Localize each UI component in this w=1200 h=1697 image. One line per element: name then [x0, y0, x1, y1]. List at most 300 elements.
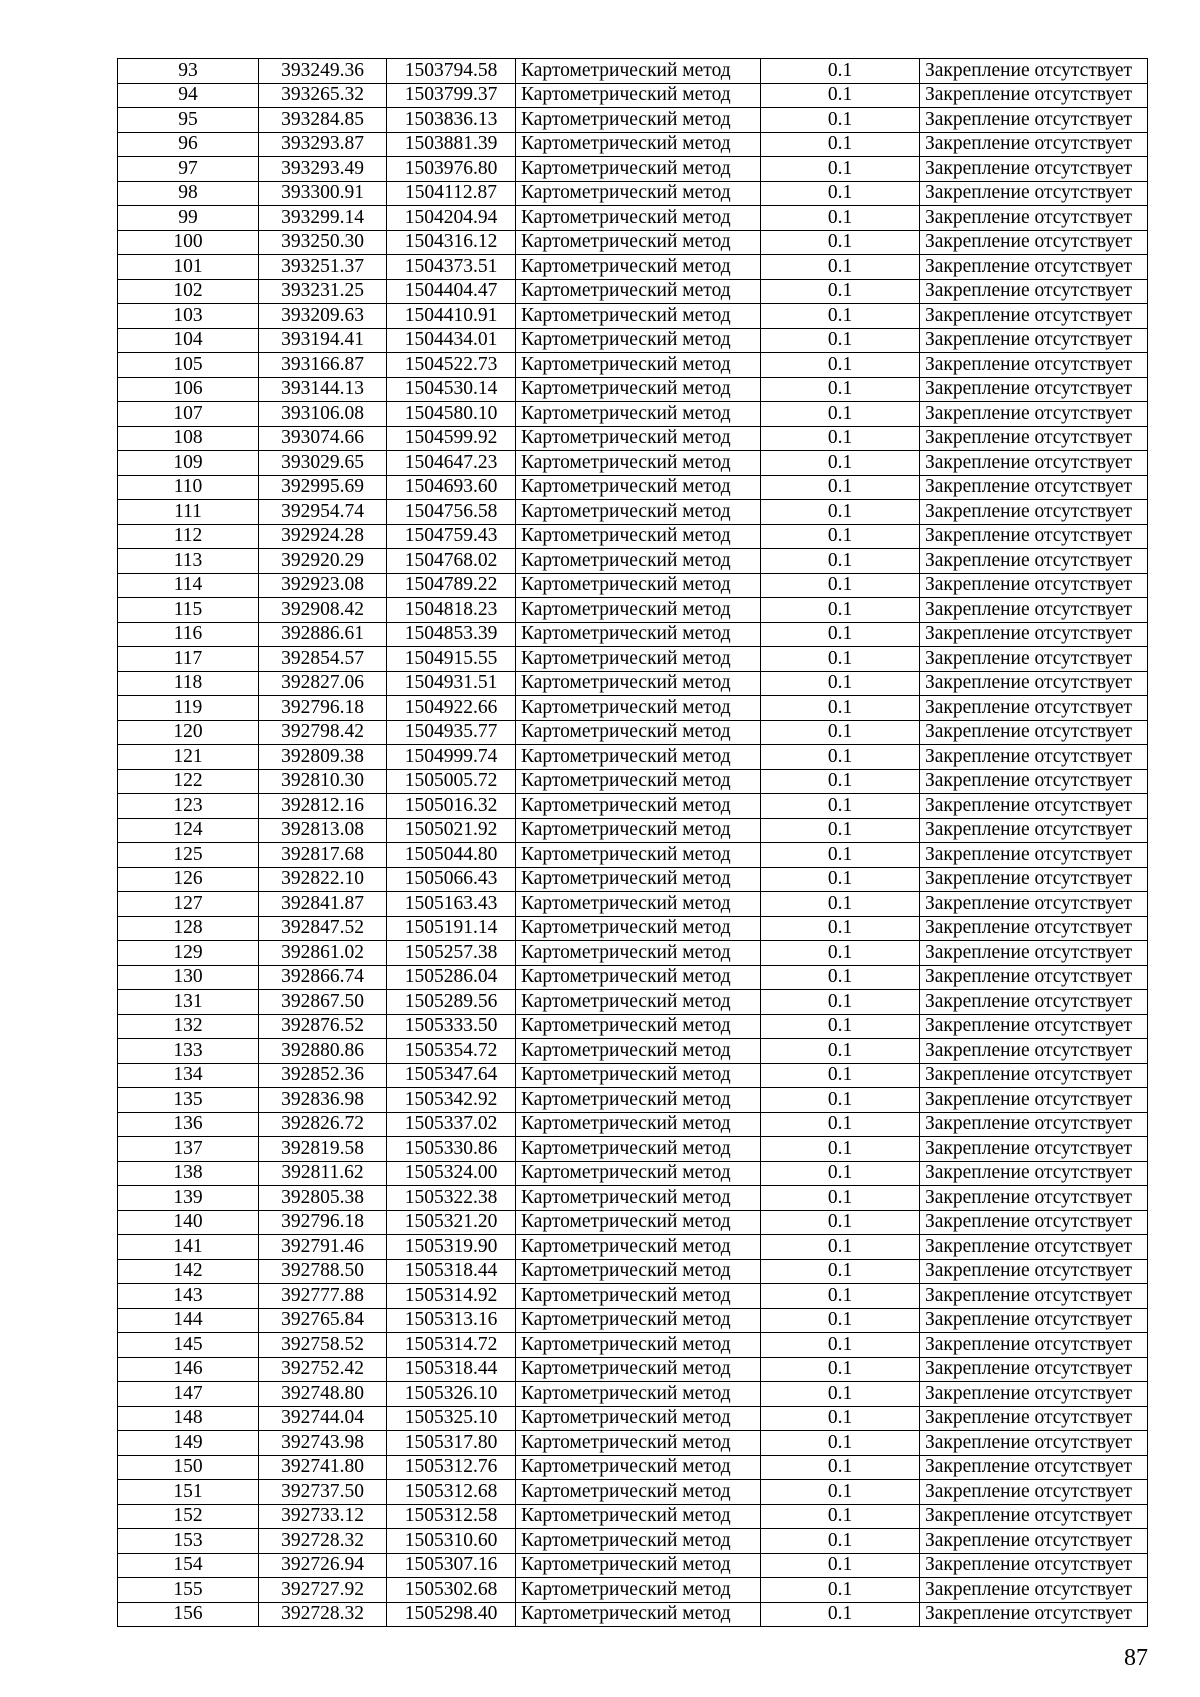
method-cell: Картометрический метод — [516, 402, 761, 427]
fixation-cell: Закрепление отсутствует — [920, 671, 1148, 696]
y-coordinate-cell: 1505021.92 — [387, 818, 516, 843]
y-coordinate-cell: 1505324.00 — [387, 1161, 516, 1186]
fixation-cell: Закрепление отсутствует — [920, 1137, 1148, 1162]
fixation-cell: Закрепление отсутствует — [920, 1480, 1148, 1505]
fixation-cell: Закрепление отсутствует — [920, 1186, 1148, 1211]
point-number-cell: 123 — [118, 794, 259, 819]
point-number-cell: 115 — [118, 598, 259, 623]
x-coordinate-cell: 392791.46 — [259, 1235, 387, 1260]
method-cell: Картометрический метод — [516, 549, 761, 574]
fixation-cell: Закрепление отсутствует — [920, 206, 1148, 231]
accuracy-cell: 0.1 — [761, 230, 920, 255]
accuracy-cell: 0.1 — [761, 1382, 920, 1407]
fixation-cell: Закрепление отсутствует — [920, 647, 1148, 672]
fixation-cell: Закрепление отсутствует — [920, 524, 1148, 549]
accuracy-cell: 0.1 — [761, 990, 920, 1015]
y-coordinate-cell: 1505312.68 — [387, 1480, 516, 1505]
method-cell: Картометрический метод — [516, 867, 761, 892]
fixation-cell: Закрепление отсутствует — [920, 304, 1148, 329]
accuracy-cell: 0.1 — [761, 1357, 920, 1382]
accuracy-cell: 0.1 — [761, 573, 920, 598]
y-coordinate-cell: 1504373.51 — [387, 255, 516, 280]
fixation-cell: Закрепление отсутствует — [920, 867, 1148, 892]
fixation-cell: Закрепление отсутствует — [920, 59, 1148, 84]
accuracy-cell: 0.1 — [761, 426, 920, 451]
x-coordinate-cell: 392817.68 — [259, 843, 387, 868]
table-row — [118, 818, 1148, 843]
x-coordinate-cell: 393106.08 — [259, 402, 387, 427]
accuracy-cell: 0.1 — [761, 206, 920, 231]
accuracy-cell: 0.1 — [761, 916, 920, 941]
x-coordinate-cell: 393250.30 — [259, 230, 387, 255]
point-number-cell: 111 — [118, 500, 259, 525]
accuracy-cell: 0.1 — [761, 549, 920, 574]
x-coordinate-cell: 392758.52 — [259, 1333, 387, 1358]
point-number-cell: 99 — [118, 206, 259, 231]
y-coordinate-cell: 1505318.44 — [387, 1259, 516, 1284]
x-coordinate-cell: 392954.74 — [259, 500, 387, 525]
table-row — [118, 941, 1148, 966]
fixation-cell: Закрепление отсутствует — [920, 353, 1148, 378]
accuracy-cell: 0.1 — [761, 720, 920, 745]
method-cell: Картометрический метод — [516, 157, 761, 182]
x-coordinate-cell: 393293.49 — [259, 157, 387, 182]
table-row — [118, 132, 1148, 157]
y-coordinate-cell: 1505163.43 — [387, 892, 516, 917]
fixation-cell: Закрепление отсутствует — [920, 1284, 1148, 1309]
method-cell: Картометрический метод — [516, 377, 761, 402]
x-coordinate-cell: 392876.52 — [259, 1014, 387, 1039]
method-cell: Картометрический метод — [516, 622, 761, 647]
y-coordinate-cell: 1503799.37 — [387, 83, 516, 108]
method-cell: Картометрический метод — [516, 892, 761, 917]
point-number-cell: 137 — [118, 1137, 259, 1162]
method-cell: Картометрический метод — [516, 1431, 761, 1456]
accuracy-cell: 0.1 — [761, 377, 920, 402]
x-coordinate-cell: 392752.42 — [259, 1357, 387, 1382]
fixation-cell: Закрепление отсутствует — [920, 1014, 1148, 1039]
y-coordinate-cell: 1505325.10 — [387, 1406, 516, 1431]
point-number-cell: 153 — [118, 1529, 259, 1554]
y-coordinate-cell: 1505307.16 — [387, 1553, 516, 1578]
x-coordinate-cell: 393300.91 — [259, 181, 387, 206]
coordinates-table — [117, 58, 1148, 1627]
table-row — [118, 1480, 1148, 1505]
table-row — [118, 108, 1148, 133]
table-row — [118, 843, 1148, 868]
fixation-cell: Закрепление отсутствует — [920, 1578, 1148, 1603]
table-row — [118, 524, 1148, 549]
y-coordinate-cell: 1504434.01 — [387, 328, 516, 353]
table-row — [118, 83, 1148, 108]
y-coordinate-cell: 1505347.64 — [387, 1063, 516, 1088]
fixation-cell: Закрепление отсутствует — [920, 1112, 1148, 1137]
table-row — [118, 402, 1148, 427]
point-number-cell: 126 — [118, 867, 259, 892]
method-cell: Картометрический метод — [516, 1553, 761, 1578]
method-cell: Картометрический метод — [516, 1210, 761, 1235]
x-coordinate-cell: 393231.25 — [259, 279, 387, 304]
fixation-cell: Закрепление отсутствует — [920, 745, 1148, 770]
accuracy-cell: 0.1 — [761, 1235, 920, 1260]
accuracy-cell: 0.1 — [761, 157, 920, 182]
table-row — [118, 794, 1148, 819]
y-coordinate-cell: 1505286.04 — [387, 965, 516, 990]
point-number-cell: 141 — [118, 1235, 259, 1260]
accuracy-cell: 0.1 — [761, 745, 920, 770]
table-row — [118, 1039, 1148, 1064]
x-coordinate-cell: 392813.08 — [259, 818, 387, 843]
point-number-cell: 136 — [118, 1112, 259, 1137]
method-cell: Картометрический метод — [516, 1504, 761, 1529]
point-number-cell: 94 — [118, 83, 259, 108]
method-cell: Картометрический метод — [516, 965, 761, 990]
accuracy-cell: 0.1 — [761, 304, 920, 329]
y-coordinate-cell: 1505044.80 — [387, 843, 516, 868]
accuracy-cell: 0.1 — [761, 1284, 920, 1309]
table-row — [118, 206, 1148, 231]
y-coordinate-cell: 1505326.10 — [387, 1382, 516, 1407]
fixation-cell: Закрепление отсутствует — [920, 573, 1148, 598]
method-cell: Картометрический метод — [516, 1357, 761, 1382]
table-body — [118, 59, 1148, 1627]
fixation-cell: Закрепление отсутствует — [920, 598, 1148, 623]
accuracy-cell: 0.1 — [761, 1480, 920, 1505]
method-cell: Картометрический метод — [516, 647, 761, 672]
y-coordinate-cell: 1504410.91 — [387, 304, 516, 329]
fixation-cell: Закрепление отсутствует — [920, 1431, 1148, 1456]
x-coordinate-cell: 392743.98 — [259, 1431, 387, 1456]
accuracy-cell: 0.1 — [761, 500, 920, 525]
y-coordinate-cell: 1505354.72 — [387, 1039, 516, 1064]
x-coordinate-cell: 392733.12 — [259, 1504, 387, 1529]
table-row — [118, 377, 1148, 402]
method-cell: Картометрический метод — [516, 941, 761, 966]
x-coordinate-cell: 392737.50 — [259, 1480, 387, 1505]
point-number-cell: 148 — [118, 1406, 259, 1431]
x-coordinate-cell: 392726.94 — [259, 1553, 387, 1578]
table-row — [118, 1063, 1148, 1088]
accuracy-cell: 0.1 — [761, 843, 920, 868]
fixation-cell: Закрепление отсутствует — [920, 769, 1148, 794]
x-coordinate-cell: 392861.02 — [259, 941, 387, 966]
y-coordinate-cell: 1504999.74 — [387, 745, 516, 770]
accuracy-cell: 0.1 — [761, 279, 920, 304]
x-coordinate-cell: 392854.57 — [259, 647, 387, 672]
y-coordinate-cell: 1505298.40 — [387, 1602, 516, 1627]
accuracy-cell: 0.1 — [761, 794, 920, 819]
accuracy-cell: 0.1 — [761, 255, 920, 280]
point-number-cell: 129 — [118, 941, 259, 966]
fixation-cell: Закрепление отсутствует — [920, 108, 1148, 133]
point-number-cell: 146 — [118, 1357, 259, 1382]
point-number-cell: 93 — [118, 59, 259, 84]
point-number-cell: 103 — [118, 304, 259, 329]
y-coordinate-cell: 1504316.12 — [387, 230, 516, 255]
method-cell: Картометрический метод — [516, 230, 761, 255]
accuracy-cell: 0.1 — [761, 1039, 920, 1064]
x-coordinate-cell: 392847.52 — [259, 916, 387, 941]
point-number-cell: 101 — [118, 255, 259, 280]
x-coordinate-cell: 392819.58 — [259, 1137, 387, 1162]
method-cell: Картометрический метод — [516, 1480, 761, 1505]
y-coordinate-cell: 1505321.20 — [387, 1210, 516, 1235]
x-coordinate-cell: 392809.38 — [259, 745, 387, 770]
method-cell: Картометрический метод — [516, 1333, 761, 1358]
y-coordinate-cell: 1504693.60 — [387, 475, 516, 500]
point-number-cell: 145 — [118, 1333, 259, 1358]
x-coordinate-cell: 393249.36 — [259, 59, 387, 84]
table-row — [118, 1235, 1148, 1260]
method-cell: Картометрический метод — [516, 1259, 761, 1284]
point-number-cell: 143 — [118, 1284, 259, 1309]
method-cell: Картометрический метод — [516, 500, 761, 525]
table-row — [118, 1259, 1148, 1284]
x-coordinate-cell: 392867.50 — [259, 990, 387, 1015]
point-number-cell: 138 — [118, 1161, 259, 1186]
point-number-cell: 135 — [118, 1088, 259, 1113]
table-row — [118, 671, 1148, 696]
method-cell: Картометрический метод — [516, 1578, 761, 1603]
point-number-cell: 139 — [118, 1186, 259, 1211]
accuracy-cell: 0.1 — [761, 1578, 920, 1603]
method-cell: Картометрический метод — [516, 1014, 761, 1039]
accuracy-cell: 0.1 — [761, 867, 920, 892]
x-coordinate-cell: 392923.08 — [259, 573, 387, 598]
table-row — [118, 1088, 1148, 1113]
fixation-cell: Закрепление отсутствует — [920, 916, 1148, 941]
method-cell: Картометрический метод — [516, 720, 761, 745]
x-coordinate-cell: 392728.32 — [259, 1529, 387, 1554]
x-coordinate-cell: 392796.18 — [259, 696, 387, 721]
method-cell: Картометрический метод — [516, 524, 761, 549]
accuracy-cell: 0.1 — [761, 59, 920, 84]
point-number-cell: 152 — [118, 1504, 259, 1529]
method-cell: Картометрический метод — [516, 1039, 761, 1064]
method-cell: Картометрический метод — [516, 1063, 761, 1088]
x-coordinate-cell: 392777.88 — [259, 1284, 387, 1309]
fixation-cell: Закрепление отсутствует — [920, 1308, 1148, 1333]
method-cell: Картометрический метод — [516, 745, 761, 770]
point-number-cell: 104 — [118, 328, 259, 353]
accuracy-cell: 0.1 — [761, 941, 920, 966]
x-coordinate-cell: 392822.10 — [259, 867, 387, 892]
y-coordinate-cell: 1505312.76 — [387, 1455, 516, 1480]
y-coordinate-cell: 1505310.60 — [387, 1529, 516, 1554]
point-number-cell: 128 — [118, 916, 259, 941]
x-coordinate-cell: 392866.74 — [259, 965, 387, 990]
table-row — [118, 1553, 1148, 1578]
table-row — [118, 1455, 1148, 1480]
x-coordinate-cell: 393029.65 — [259, 451, 387, 476]
fixation-cell: Закрепление отсутствует — [920, 451, 1148, 476]
point-number-cell: 96 — [118, 132, 259, 157]
x-coordinate-cell: 393166.87 — [259, 353, 387, 378]
table-row — [118, 353, 1148, 378]
table-row — [118, 1529, 1148, 1554]
y-coordinate-cell: 1505333.50 — [387, 1014, 516, 1039]
accuracy-cell: 0.1 — [761, 1602, 920, 1627]
point-number-cell: 131 — [118, 990, 259, 1015]
table-row — [118, 769, 1148, 794]
accuracy-cell: 0.1 — [761, 181, 920, 206]
method-cell: Картометрический метод — [516, 1406, 761, 1431]
table-row — [118, 1112, 1148, 1137]
accuracy-cell: 0.1 — [761, 1504, 920, 1529]
table-row — [118, 1406, 1148, 1431]
y-coordinate-cell: 1505330.86 — [387, 1137, 516, 1162]
accuracy-cell: 0.1 — [761, 1186, 920, 1211]
accuracy-cell: 0.1 — [761, 965, 920, 990]
fixation-cell: Закрепление отсутствует — [920, 696, 1148, 721]
fixation-cell: Закрепление отсутствует — [920, 255, 1148, 280]
point-number-cell: 112 — [118, 524, 259, 549]
point-number-cell: 100 — [118, 230, 259, 255]
fixation-cell: Закрепление отсутствует — [920, 1088, 1148, 1113]
point-number-cell: 114 — [118, 573, 259, 598]
accuracy-cell: 0.1 — [761, 1259, 920, 1284]
method-cell: Картометрический метод — [516, 1284, 761, 1309]
x-coordinate-cell: 392744.04 — [259, 1406, 387, 1431]
point-number-cell: 106 — [118, 377, 259, 402]
y-coordinate-cell: 1504580.10 — [387, 402, 516, 427]
y-coordinate-cell: 1504931.51 — [387, 671, 516, 696]
x-coordinate-cell: 392796.18 — [259, 1210, 387, 1235]
point-number-cell: 150 — [118, 1455, 259, 1480]
x-coordinate-cell: 393265.32 — [259, 83, 387, 108]
table-row — [118, 696, 1148, 721]
x-coordinate-cell: 392827.06 — [259, 671, 387, 696]
y-coordinate-cell: 1504915.55 — [387, 647, 516, 672]
accuracy-cell: 0.1 — [761, 1063, 920, 1088]
accuracy-cell: 0.1 — [761, 1014, 920, 1039]
accuracy-cell: 0.1 — [761, 1088, 920, 1113]
accuracy-cell: 0.1 — [761, 622, 920, 647]
x-coordinate-cell: 392841.87 — [259, 892, 387, 917]
table-row — [118, 1161, 1148, 1186]
x-coordinate-cell: 392741.80 — [259, 1455, 387, 1480]
x-coordinate-cell: 392748.80 — [259, 1382, 387, 1407]
accuracy-cell: 0.1 — [761, 1529, 920, 1554]
fixation-cell: Закрепление отсутствует — [920, 181, 1148, 206]
accuracy-cell: 0.1 — [761, 475, 920, 500]
page-number: 87 — [1124, 1645, 1148, 1671]
x-coordinate-cell: 392811.62 — [259, 1161, 387, 1186]
fixation-cell: Закрепление отсутствует — [920, 1382, 1148, 1407]
y-coordinate-cell: 1504935.77 — [387, 720, 516, 745]
table-row — [118, 230, 1148, 255]
x-coordinate-cell: 393299.14 — [259, 206, 387, 231]
method-cell: Картометрический метод — [516, 1161, 761, 1186]
accuracy-cell: 0.1 — [761, 1308, 920, 1333]
table-row — [118, 426, 1148, 451]
accuracy-cell: 0.1 — [761, 1210, 920, 1235]
point-number-cell: 144 — [118, 1308, 259, 1333]
method-cell: Картометрический метод — [516, 1186, 761, 1211]
accuracy-cell: 0.1 — [761, 1455, 920, 1480]
table-row — [118, 59, 1148, 84]
fixation-cell: Закрепление отсутствует — [920, 622, 1148, 647]
fixation-cell: Закрепление отсутствует — [920, 1039, 1148, 1064]
accuracy-cell: 0.1 — [761, 402, 920, 427]
y-coordinate-cell: 1504204.94 — [387, 206, 516, 231]
y-coordinate-cell: 1505319.90 — [387, 1235, 516, 1260]
point-number-cell: 125 — [118, 843, 259, 868]
fixation-cell: Закрепление отсутствует — [920, 1210, 1148, 1235]
table-row — [118, 1137, 1148, 1162]
accuracy-cell: 0.1 — [761, 769, 920, 794]
y-coordinate-cell: 1503836.13 — [387, 108, 516, 133]
accuracy-cell: 0.1 — [761, 818, 920, 843]
accuracy-cell: 0.1 — [761, 1406, 920, 1431]
fixation-cell: Закрепление отсутствует — [920, 818, 1148, 843]
table-row — [118, 1308, 1148, 1333]
accuracy-cell: 0.1 — [761, 524, 920, 549]
point-number-cell: 140 — [118, 1210, 259, 1235]
accuracy-cell: 0.1 — [761, 598, 920, 623]
point-number-cell: 116 — [118, 622, 259, 647]
x-coordinate-cell: 393194.41 — [259, 328, 387, 353]
y-coordinate-cell: 1505289.56 — [387, 990, 516, 1015]
table-row — [118, 1210, 1148, 1235]
method-cell: Картометрический метод — [516, 1529, 761, 1554]
table-row — [118, 328, 1148, 353]
y-coordinate-cell: 1505312.58 — [387, 1504, 516, 1529]
point-number-cell: 122 — [118, 769, 259, 794]
accuracy-cell: 0.1 — [761, 1112, 920, 1137]
y-coordinate-cell: 1504789.22 — [387, 573, 516, 598]
fixation-cell: Закрепление отсутствует — [920, 1333, 1148, 1358]
table-row — [118, 1578, 1148, 1603]
y-coordinate-cell: 1505317.80 — [387, 1431, 516, 1456]
y-coordinate-cell: 1505257.38 — [387, 941, 516, 966]
method-cell: Картометрический метод — [516, 59, 761, 84]
fixation-cell: Закрепление отсутствует — [920, 1529, 1148, 1554]
method-cell: Картометрический метод — [516, 818, 761, 843]
table-row — [118, 475, 1148, 500]
table-row — [118, 1186, 1148, 1211]
method-cell: Картометрический метод — [516, 181, 761, 206]
method-cell: Картометрический метод — [516, 671, 761, 696]
point-number-cell: 149 — [118, 1431, 259, 1456]
method-cell: Картометрический метод — [516, 475, 761, 500]
fixation-cell: Закрепление отсутствует — [920, 1357, 1148, 1382]
table-row — [118, 1504, 1148, 1529]
point-number-cell: 105 — [118, 353, 259, 378]
fixation-cell: Закрепление отсутствует — [920, 1235, 1148, 1260]
point-number-cell: 124 — [118, 818, 259, 843]
table-row — [118, 1602, 1148, 1627]
point-number-cell: 109 — [118, 451, 259, 476]
point-number-cell: 121 — [118, 745, 259, 770]
method-cell: Картометрический метод — [516, 769, 761, 794]
x-coordinate-cell: 392924.28 — [259, 524, 387, 549]
table-row — [118, 720, 1148, 745]
method-cell: Картометрический метод — [516, 916, 761, 941]
fixation-cell: Закрепление отсутствует — [920, 1602, 1148, 1627]
y-coordinate-cell: 1504599.92 — [387, 426, 516, 451]
accuracy-cell: 0.1 — [761, 108, 920, 133]
accuracy-cell: 0.1 — [761, 1553, 920, 1578]
accuracy-cell: 0.1 — [761, 647, 920, 672]
y-coordinate-cell: 1505314.72 — [387, 1333, 516, 1358]
table-row — [118, 157, 1148, 182]
method-cell: Картометрический метод — [516, 794, 761, 819]
x-coordinate-cell: 393209.63 — [259, 304, 387, 329]
y-coordinate-cell: 1505302.68 — [387, 1578, 516, 1603]
x-coordinate-cell: 392798.42 — [259, 720, 387, 745]
x-coordinate-cell: 392765.84 — [259, 1308, 387, 1333]
